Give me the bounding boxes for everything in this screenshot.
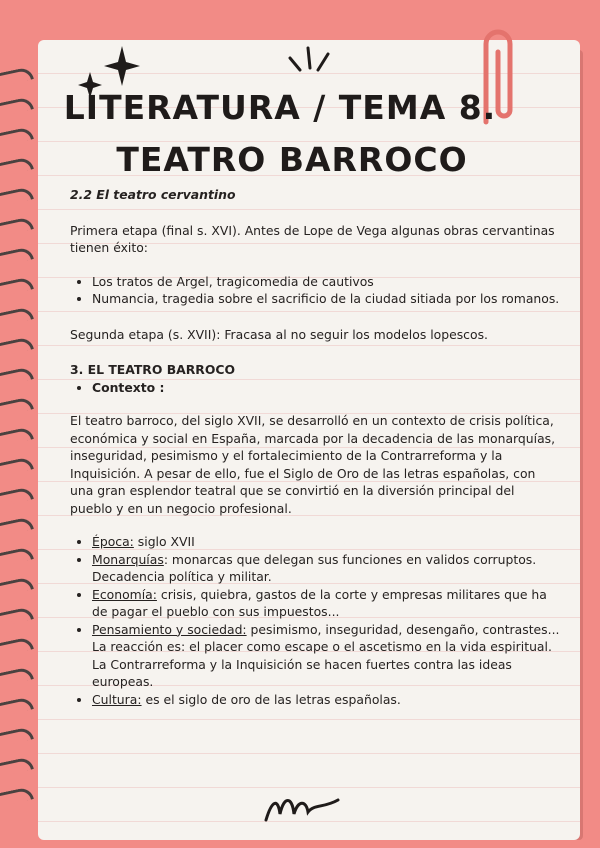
item-text: es el siglo de oro de las letras españolas. [141,691,401,707]
section-heading-2-2: 2.2 El teatro cervantino [70,187,236,202]
item-text: crisis, quiebra, gastos de la corte y empresas militares que ha de pagar el pueblo con sus impuestos... [92,586,547,619]
emphasis-lines-icon [284,44,334,80]
item-text: pesimismo, inseguridad, desengaño, contrastes... La reacción es: el placer como escape o el ascetismo en la vida espiritual. La Contrarreforma y la Inquisición se hacen fuertes contra las ideas europeas. [92,621,560,689]
section-heading-3: 3. EL TEATRO BARROCO [70,362,235,377]
stage1-paragraph: Primera etapa (final s. XVI). Antes de Lope de Vega algunas obras cervantinas tienen éxito: [70,222,555,255]
title-line-1: LITERATURA / TEMA 8. [63,88,497,127]
list-item: • Numancia, tragedia sobre el sacrificio de la ciudad sitiada por los romanos. [92,290,560,308]
context-features-list [70,533,560,708]
item-label: Cultura: [92,691,142,707]
item-text: siglo XVII [133,534,195,549]
document-body [70,186,560,708]
item-label: Época: [92,534,134,549]
list-item: • Los tratos de Argel, tragicomedia de cautivos [92,273,560,291]
stage1-list [70,273,560,308]
spiral-binding [10,70,40,810]
list-item [92,551,560,586]
item-label: Pensamiento y sociedad: [92,621,247,637]
stage2-paragraph: Segunda etapa (s. XVII): Fracasa al no seguir los modelos lopescos. [70,326,488,342]
list-item [92,691,560,709]
item-label: Economía: [92,586,157,602]
context-list [70,379,560,397]
item-text: : monarcas que delegan sus funciones en validos corruptos. Decadencia política y militar. [92,551,537,584]
signature-scribble [262,790,342,826]
context-paragraph: El teatro barroco, del siglo XVII, se desarrolló en un contexto de crisis política, económica y social en España, marcada por la decadencia de las monarquías, inseguridad, pesimismo y el fortalecimiento de la Contrarreforma y la Inquisición. A pesar de ello, fue el Siglo de Oro de las letras españolas, con una gran esplendor teatral que se convirtió en la diversión principal del pueblo y en un negocio profesional. [70,413,556,516]
context-label: • Contexto : [92,379,560,397]
list-item [92,621,560,691]
item-label: Monarquías [92,551,164,567]
list-item [92,586,560,621]
list-item [92,533,560,551]
title-line-2: TEATRO BARROCO [116,140,468,179]
